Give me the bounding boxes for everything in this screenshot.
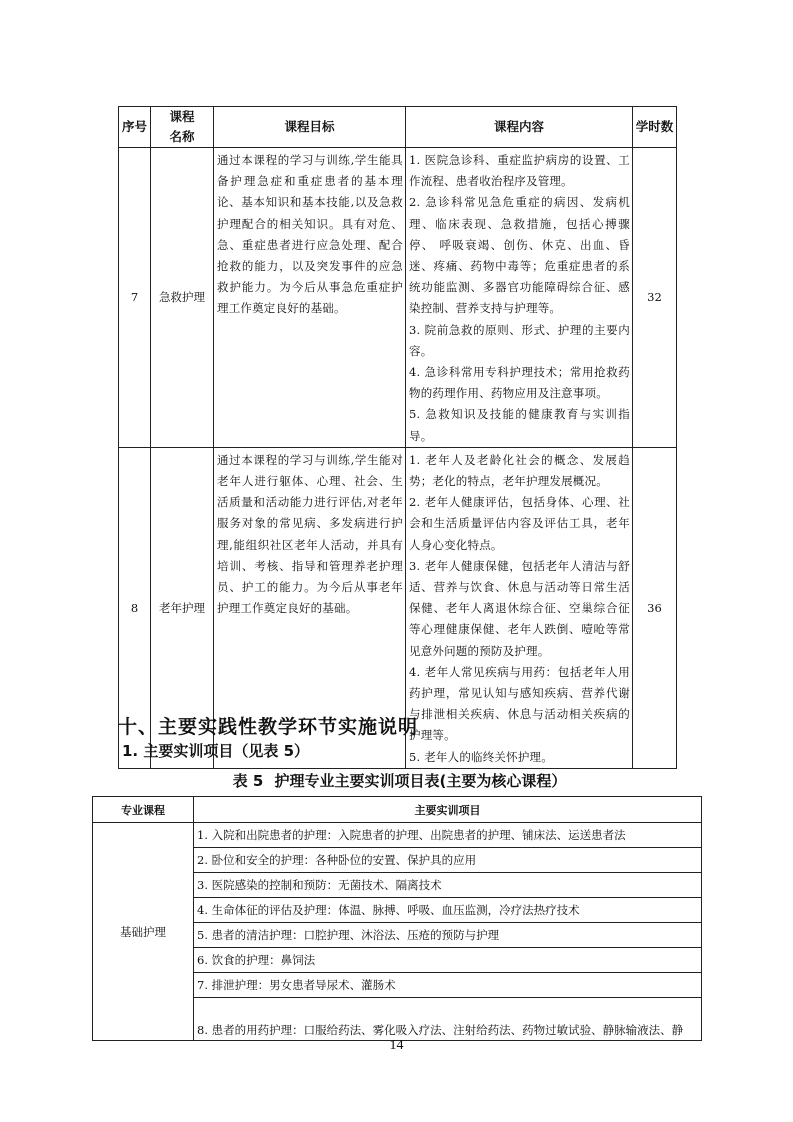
header-index: 序号 <box>119 107 151 148</box>
training-item: 2. 卧位和安全的护理：各种卧位的安置、保护具的应用 <box>194 848 702 873</box>
training-item: 3. 医院感染的控制和预防：无菌技术、隔离技术 <box>194 873 702 898</box>
content-item: 2. 急诊科常见急危重症的病因、发病机理、临床表现、急救措施，包括心搏骤停、 呼吸衰竭、创伤、休克、出血、昏迷、疼痛、药物中毒等；危重症患者的系统功能监测、多器官功能障碍综合征、感染控制、营养支持与护理等。 <box>409 195 630 316</box>
row-category: 基础护理 <box>93 823 194 1041</box>
table-row <box>93 823 702 848</box>
content-item: 1. 老年人及老龄化社会的概念、发展趋势；老化的特点，老年护理发展概况。 <box>409 452 630 489</box>
training-item: 6. 饮食的护理：鼻饲法 <box>194 948 702 973</box>
table-caption-title: 护理专业主要实训项目表(主要为核心课程） <box>274 772 567 790</box>
header-items: 主要实训项目 <box>194 797 702 823</box>
header-course-name-line1: 课程 <box>169 109 195 124</box>
training-item: 1. 入院和出院患者的护理：入院患者的护理、出院患者的护理、铺床法、运送患者法 <box>194 823 702 848</box>
row-course-goal: 通过本课程的学习与训练,学生能具备护理急症和重症患者的基本理论、基本知识和基本技能,以及急救护理配合的相关知识。具有对危、急、重症患者进行应急处理、配合抢救的能力，以及突发事件的应急救护能力。为今后从事急危重症护理工作奠定良好的基础。 <box>214 148 406 448</box>
page-number: 14 <box>389 1038 404 1053</box>
training-item: 4. 生命体征的评估及护理：体温、脉搏、呼吸、血压监测，冷疗法热疗技术 <box>194 898 702 923</box>
content-item: 4. 急诊科常用专科护理技术；常用抢救药物的药理作用、药物应用及注意事项。 <box>409 365 630 401</box>
row-course-content <box>406 148 633 448</box>
content-item: 4. 老年人常见疾病与用药：包括老年人用药护理，常见认知与感知疾病、营养代谢与排泄相关疾病、休息与活动相关疾病的护理等。 <box>409 664 630 743</box>
row-course-content <box>406 447 633 768</box>
table-row <box>119 148 677 448</box>
training-items-table <box>92 796 702 1041</box>
row-hours: 32 <box>633 148 677 448</box>
course-table <box>118 106 677 769</box>
header-course-goal: 课程目标 <box>214 107 406 148</box>
training-item: 7. 排泄护理：男女患者导尿术、灌肠术 <box>194 973 702 998</box>
table-caption <box>0 770 793 791</box>
training-item: 5. 患者的清洁护理：口腔护理、沐浴法、压疮的预防与护理 <box>194 923 702 948</box>
row-index: 8 <box>119 447 151 768</box>
content-item: 5. 急救知识及技能的健康教育与实训指导。 <box>409 407 630 443</box>
table-header-row <box>93 797 702 823</box>
table-header-row <box>119 107 677 148</box>
header-course-content: 课程内容 <box>406 107 633 148</box>
header-course-name-line2: 名称 <box>169 129 195 144</box>
content-item: 3. 老年人健康保健，包括老年人清洁与舒适、营养与饮食、休息与活动等日常生活保健、老年人离退休综合征、空巢综合征等心理健康保健、老年人跌倒、噎呛等常见意外问题的预防及护理。 <box>409 558 630 658</box>
row-course-name: 老年护理 <box>151 447 214 768</box>
content-item: 1. 医院急诊科、重症监护病房的设置、工作流程、患者收治程序及管理。 <box>409 153 630 189</box>
content-item: 2. 老年人健康评估，包括身体、心理、社会和生活质量评估内容及评估工具，老年人身心变化特点。 <box>409 495 630 552</box>
content-item: 3. 院前急救的原则、形式、护理的主要内容。 <box>409 322 630 358</box>
header-course: 专业课程 <box>93 797 194 823</box>
row-course-goal: 通过本课程的学习与训练,学生能对老年人进行躯体、心理、社会、生活质量和活动能力进行评估,对老年服务对象的常见病、多发病进行护理,能组织社区老年人活动，并具有培训、考核、指导和管理养老护理员、护工的能力。为今后从事老年护理工作奠定良好的基础。 <box>214 447 406 768</box>
row-index: 7 <box>119 148 151 448</box>
header-hours: 学时数 <box>633 107 677 148</box>
row-hours: 36 <box>633 447 677 768</box>
header-course-name <box>151 107 214 148</box>
row-course-name: 急救护理 <box>151 148 214 448</box>
content-item: 5. 老年人的临终关怀护理。 <box>409 749 553 764</box>
table-caption-label: 表 5 <box>232 772 264 790</box>
subsection-heading: 1. 主要实训项目（见表 5） <box>122 742 310 760</box>
section-heading: 十、主要实践性教学环节实施说明 <box>118 716 419 738</box>
training-item: 8. 患者的用药护理：口服给药法、雾化吸入疗法、注射给药法、药物过敏试验、静脉输液法、静 <box>194 998 702 1041</box>
